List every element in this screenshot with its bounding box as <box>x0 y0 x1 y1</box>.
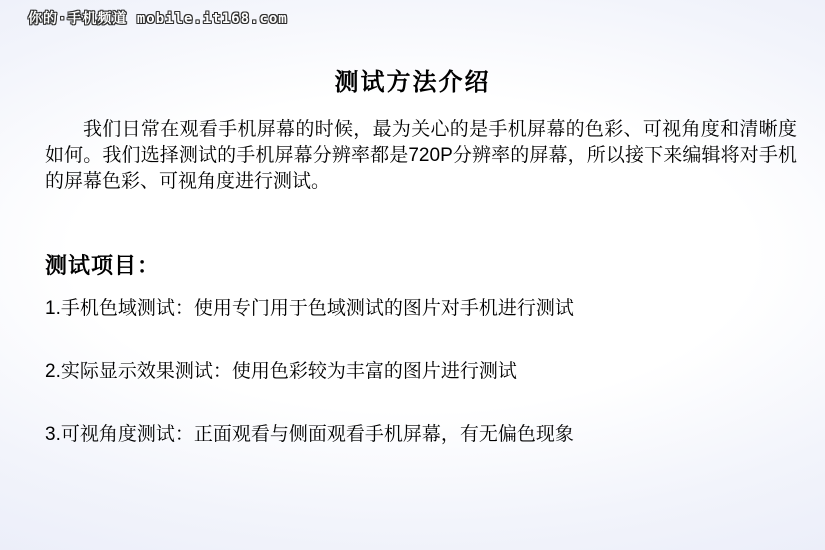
list-item: 3.可视角度测试：正面观看与侧面观看手机屏幕，有无偏色现象 <box>45 424 574 445</box>
test-items-list <box>45 298 805 487</box>
intro-paragraph: 我们日常在观看手机屏幕的时候，最为关心的是手机屏幕的色彩、可视角度和清晰度如何。我们选择测试的手机屏幕分辨率都是720P分辨率的屏幕，所以接下来编辑将对手机的屏幕色彩、可视角度进行测试。 <box>45 119 797 192</box>
section-heading: 测试项目： <box>45 253 161 278</box>
page-title: 测试方法介绍 <box>334 69 491 96</box>
list-item: 1.手机色域测试：使用专门用于色域测试的图片对手机进行测试 <box>45 298 574 319</box>
list-item: 2.实际显示效果测试：使用色彩较为丰富的图片进行测试 <box>45 361 517 382</box>
watermark: 你的·手机频道 mobile.it168.com <box>28 11 288 27</box>
